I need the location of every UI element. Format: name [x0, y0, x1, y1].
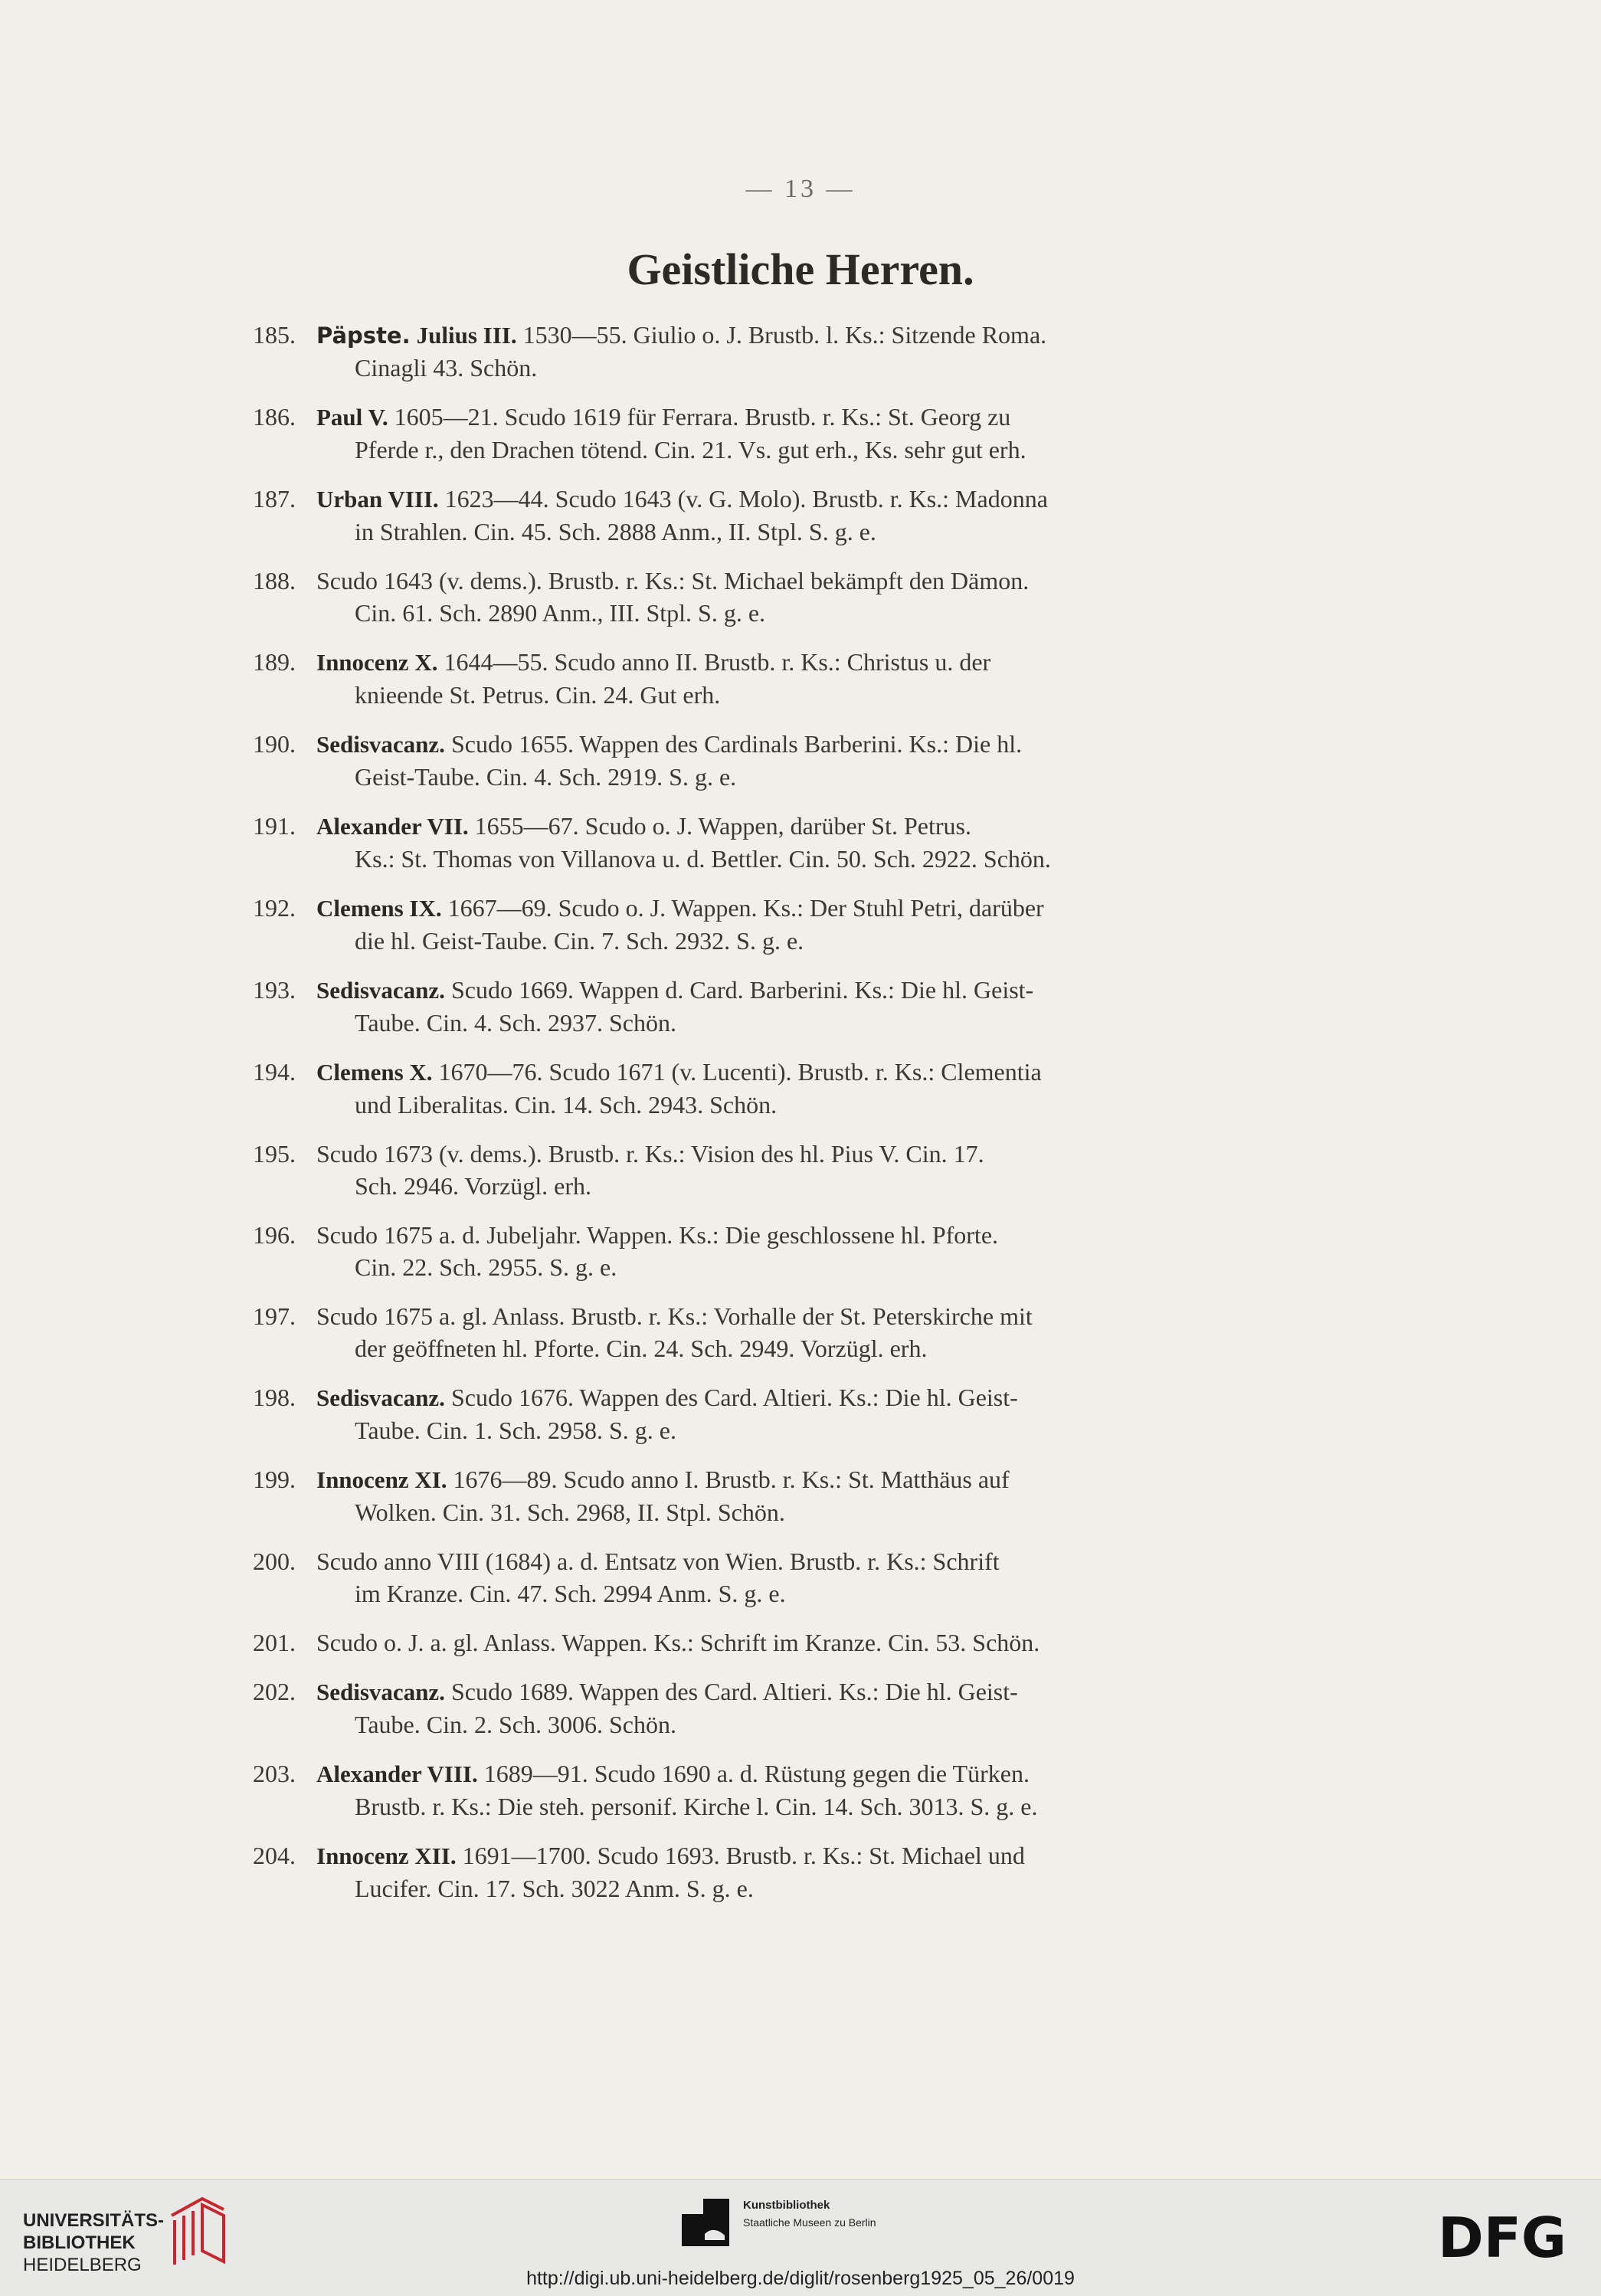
entry-text: die hl. Geist-Taube. Cin. 7. Sch. 2932. S. g. e.: [355, 927, 804, 955]
entry-number: 190.: [253, 730, 296, 758]
entry-number: 188.: [253, 567, 296, 594]
entry-line: [316, 1219, 1295, 1251]
entry-line: [316, 516, 1295, 548]
entry-ruler: Urban VIII.: [316, 486, 439, 513]
entry-text: Sch. 2946. Vorzügl. erh.: [355, 1172, 592, 1200]
entry-text: Scudo o. J. a. gl. Anlass. Wappen. Ks.: Schrift im Kranze. Cin. 53. Schön.: [316, 1629, 1040, 1656]
entry-line: [316, 892, 1295, 925]
entry-text: 1530—55. Giulio o. J. Brustb. l. Ks.: Sitzende Roma.: [516, 321, 1047, 349]
kb-subtitle: Staatliche Museen zu Berlin: [743, 2216, 876, 2229]
entry-line: [316, 679, 1295, 711]
entry-line: [316, 1757, 1295, 1790]
entry-text: 1605—21. Scudo 1619 für Ferrara. Brustb. r. Ks.: St. Georg zu: [388, 403, 1011, 431]
catalogue-entry: [253, 483, 1295, 548]
entry-text: Pferde r., den Drachen tötend. Cin. 21. Vs. gut erh., Ks. sehr gut erh.: [355, 436, 1026, 463]
ub-line-2: BIBLIOTHEK: [23, 2232, 136, 2253]
entry-text: Ks.: St. Thomas von Villanova u. d. Bettler. Cin. 50. Sch. 2922. Schön.: [355, 845, 1051, 873]
dfg-logo-text: DFG: [1437, 2211, 1567, 2262]
entry-line: [316, 1056, 1295, 1089]
entry-text: im Kranze. Cin. 47. Sch. 2994 Anm. S. g. e.: [355, 1580, 786, 1607]
entry-line: [316, 1675, 1295, 1708]
entry-line: [316, 319, 1295, 352]
entry-number: 191.: [253, 812, 296, 840]
entry-line: [316, 1332, 1295, 1364]
entry-number: 186.: [253, 403, 296, 431]
ub-heidelberg-logo-text[interactable]: [23, 2209, 164, 2276]
entry-ruler: Innocenz XII.: [316, 1842, 457, 1869]
entry-line: [316, 1839, 1295, 1872]
entry-line: [316, 483, 1295, 516]
entry-text: der geöffneten hl. Pforte. Cin. 24. Sch. 2949. Vorzügl. erh.: [355, 1335, 928, 1362]
section-title: Geistliche Herren.: [627, 244, 974, 294]
entry-ruler: Innocenz X.: [316, 649, 438, 676]
catalogue-entry: [253, 1381, 1295, 1446]
entry-ruler-name: Julius III.: [416, 322, 517, 349]
entry-number: 204.: [253, 1842, 296, 1869]
entry-ruler: Alexander VIII.: [316, 1760, 478, 1787]
catalogue-entry: [253, 974, 1295, 1039]
catalogue-entry: [253, 565, 1295, 629]
catalogue-entry: [253, 1757, 1295, 1823]
entry-number: 199.: [253, 1466, 296, 1493]
entry-number: 203.: [253, 1760, 296, 1787]
entry-text: Wolken. Cin. 31. Sch. 2968, II. Stpl. Schön.: [355, 1498, 785, 1526]
entry-number: 195.: [253, 1140, 296, 1168]
entry-text: 1670—76. Scudo 1671 (v. Lucenti). Brustb. r. Ks.: Clementia: [432, 1058, 1042, 1086]
entry-text: 1644—55. Scudo anno II. Brustb. r. Ks.: Christus u. der: [437, 648, 991, 676]
entry-line: [316, 728, 1295, 761]
catalogue-entry: [253, 319, 1295, 384]
catalogue-entry: [253, 1675, 1295, 1741]
entry-line: [316, 1381, 1295, 1414]
dfg-logo[interactable]: [1423, 2211, 1581, 2262]
page-number: — 13 —: [745, 175, 856, 203]
entry-line: [316, 565, 1295, 597]
entry-number: 187.: [253, 485, 296, 513]
entry-text: Brustb. r. Ks.: Die steh. personif. Kirche l. Cin. 14. Sch. 3013. S. g. e.: [355, 1793, 1038, 1820]
entry-line: [316, 434, 1295, 466]
catalogue-entry: [253, 892, 1295, 957]
entry-number: 193.: [253, 976, 296, 1004]
entry-line: [316, 1007, 1295, 1039]
entry-text: Lucifer. Cin. 17. Sch. 3022 Anm. S. g. e.: [355, 1875, 754, 1902]
entry-line: [316, 1138, 1295, 1170]
entry-text: Taube. Cin. 4. Sch. 2937. Schön.: [355, 1009, 676, 1037]
entry-line: [316, 1496, 1295, 1528]
ub-line-1: UNIVERSITÄTS-: [23, 2210, 165, 2231]
entry-number: 198.: [253, 1384, 296, 1411]
entry-text: in Strahlen. Cin. 45. Sch. 2888 Anm., II. Stpl. S. g. e.: [355, 518, 876, 545]
entry-line: [316, 1170, 1295, 1202]
entry-ruler: Sedisvacanz.: [316, 1384, 445, 1411]
entry-ruler: Clemens X.: [316, 1059, 433, 1086]
entry-text: Geist-Taube. Cin. 4. Sch. 2919. S. g. e.: [355, 763, 737, 791]
entry-text: 1655—67. Scudo o. J. Wappen, darüber St. Petrus.: [468, 812, 971, 840]
entry-text: Scudo 1676. Wappen des Card. Altieri. Ks.: Die hl. Geist-: [444, 1384, 1018, 1411]
kunstbibliothek-logo-icon: [682, 2199, 729, 2246]
entry-line: [316, 1251, 1295, 1283]
entry-text: 1689—91. Scudo 1690 a. d. Rüstung gegen die Türken.: [477, 1760, 1030, 1787]
entry-text: 1691—1700. Scudo 1693. Brustb. r. Ks.: St. Michael und: [456, 1842, 1025, 1869]
kb-title: Kunstbibliothek: [743, 2199, 830, 2212]
entry-line: [316, 1872, 1295, 1905]
ub-heidelberg-logo-icon: [164, 2193, 228, 2269]
entry-number: 189.: [253, 648, 296, 676]
entry-line: [316, 1089, 1295, 1121]
entry-line: [316, 974, 1295, 1007]
entry-line: [316, 1300, 1295, 1332]
entry-number: 201.: [253, 1629, 296, 1656]
kunstbibliothek-logo-text[interactable]: [743, 2197, 876, 2231]
entry-number: 192.: [253, 894, 296, 922]
entry-number: 197.: [253, 1302, 296, 1330]
entry-line: [316, 1577, 1295, 1610]
entry-line: [316, 1414, 1295, 1446]
entry-text: 1676—89. Scudo anno I. Brustb. r. Ks.: St. Matthäus auf: [447, 1466, 1010, 1493]
entry-line: [316, 597, 1295, 629]
catalogue-entry: [253, 810, 1295, 875]
entry-line: [316, 1790, 1295, 1823]
entry-number: 185.: [253, 321, 296, 349]
catalogue-entry: [253, 1300, 1295, 1364]
source-url[interactable]: http://digi.ub.uni-heidelberg.de/diglit/rosenberg1925_05_26/0019: [526, 2268, 1075, 2289]
entry-text: Scudo anno VIII (1684) a. d. Entsatz von Wien. Brustb. r. Ks.: Schrift: [316, 1548, 1000, 1575]
catalogue-entry: [253, 1463, 1295, 1528]
entry-line: [316, 843, 1295, 875]
entry-line: [316, 352, 1295, 384]
catalogue-entry: [253, 1839, 1295, 1905]
entry-ruler: Sedisvacanz.: [316, 731, 445, 758]
entry-text: Scudo 1643 (v. dems.). Brustb. r. Ks.: St. Michael bekämpft den Dämon.: [316, 567, 1030, 594]
entry-line: [316, 810, 1295, 843]
catalogue-entry: [253, 1626, 1295, 1659]
entry-text: 1623—44. Scudo 1643 (v. G. Molo). Brustb. r. Ks.: Madonna: [438, 485, 1048, 513]
catalogue-entry: [253, 1138, 1295, 1202]
catalogue-entry: [253, 1545, 1295, 1610]
entry-line: [316, 1463, 1295, 1496]
entry-list: [253, 319, 1295, 1921]
entry-line: [316, 761, 1295, 793]
entry-ruler: Clemens IX.: [316, 895, 442, 922]
entry-text: Scudo 1655. Wappen des Cardinals Barberini. Ks.: Die hl.: [444, 730, 1023, 758]
entry-ruler: Paul V.: [316, 404, 388, 431]
entry-line: [316, 646, 1295, 679]
entry-number: 202.: [253, 1678, 296, 1705]
entry-ruler: Sedisvacanz.: [316, 1679, 445, 1705]
entry-number: 194.: [253, 1058, 296, 1086]
entry-ruler: Päpste.: [316, 323, 411, 349]
entry-line: [316, 925, 1295, 957]
ub-line-3: HEIDELBERG: [23, 2255, 142, 2275]
catalogue-entry: [253, 401, 1295, 466]
entry-text: Scudo 1669. Wappen d. Card. Barberini. Ks.: Die hl. Geist-: [444, 976, 1034, 1004]
entry-number: 196.: [253, 1221, 296, 1249]
entry-text: Taube. Cin. 1. Sch. 2958. S. g. e.: [355, 1417, 676, 1444]
entry-text: Scudo 1675 a. gl. Anlass. Brustb. r. Ks.: Vorhalle der St. Peterskirche mit: [316, 1302, 1033, 1330]
entry-line: [316, 1626, 1295, 1659]
entry-ruler: Innocenz XI.: [316, 1466, 447, 1493]
catalogue-entry: [253, 1219, 1295, 1283]
entry-line: [316, 401, 1295, 434]
entry-line: [316, 1708, 1295, 1741]
entry-number: 200.: [253, 1548, 296, 1575]
entry-text: Cin. 61. Sch. 2890 Anm., III. Stpl. S. g. e.: [355, 599, 766, 627]
entry-ruler: Sedisvacanz.: [316, 977, 445, 1004]
entry-text: knieende St. Petrus. Cin. 24. Gut erh.: [355, 681, 721, 709]
entry-text: Scudo 1689. Wappen des Card. Altieri. Ks.: Die hl. Geist-: [444, 1678, 1018, 1705]
entry-line: [316, 1545, 1295, 1577]
catalogue-entry: [253, 1056, 1295, 1121]
entry-text: Scudo 1673 (v. dems.). Brustb. r. Ks.: Vision des hl. Pius V. Cin. 17.: [316, 1140, 984, 1168]
entry-text: Taube. Cin. 2. Sch. 3006. Schön.: [355, 1711, 676, 1738]
entry-text: und Liberalitas. Cin. 14. Sch. 2943. Schön.: [355, 1091, 778, 1119]
catalogue-entry: [253, 728, 1295, 793]
entry-text: Cinagli 43. Schön.: [355, 354, 538, 382]
entry-text: Scudo 1675 a. d. Jubeljahr. Wappen. Ks.: Die geschlossene hl. Pforte.: [316, 1221, 999, 1249]
entry-text: 1667—69. Scudo o. J. Wappen. Ks.: Der Stuhl Petri, darüber: [441, 894, 1044, 922]
entry-text: Cin. 22. Sch. 2955. S. g. e.: [355, 1253, 617, 1281]
entry-ruler: Alexander VII.: [316, 813, 469, 840]
catalogue-entry: [253, 646, 1295, 711]
